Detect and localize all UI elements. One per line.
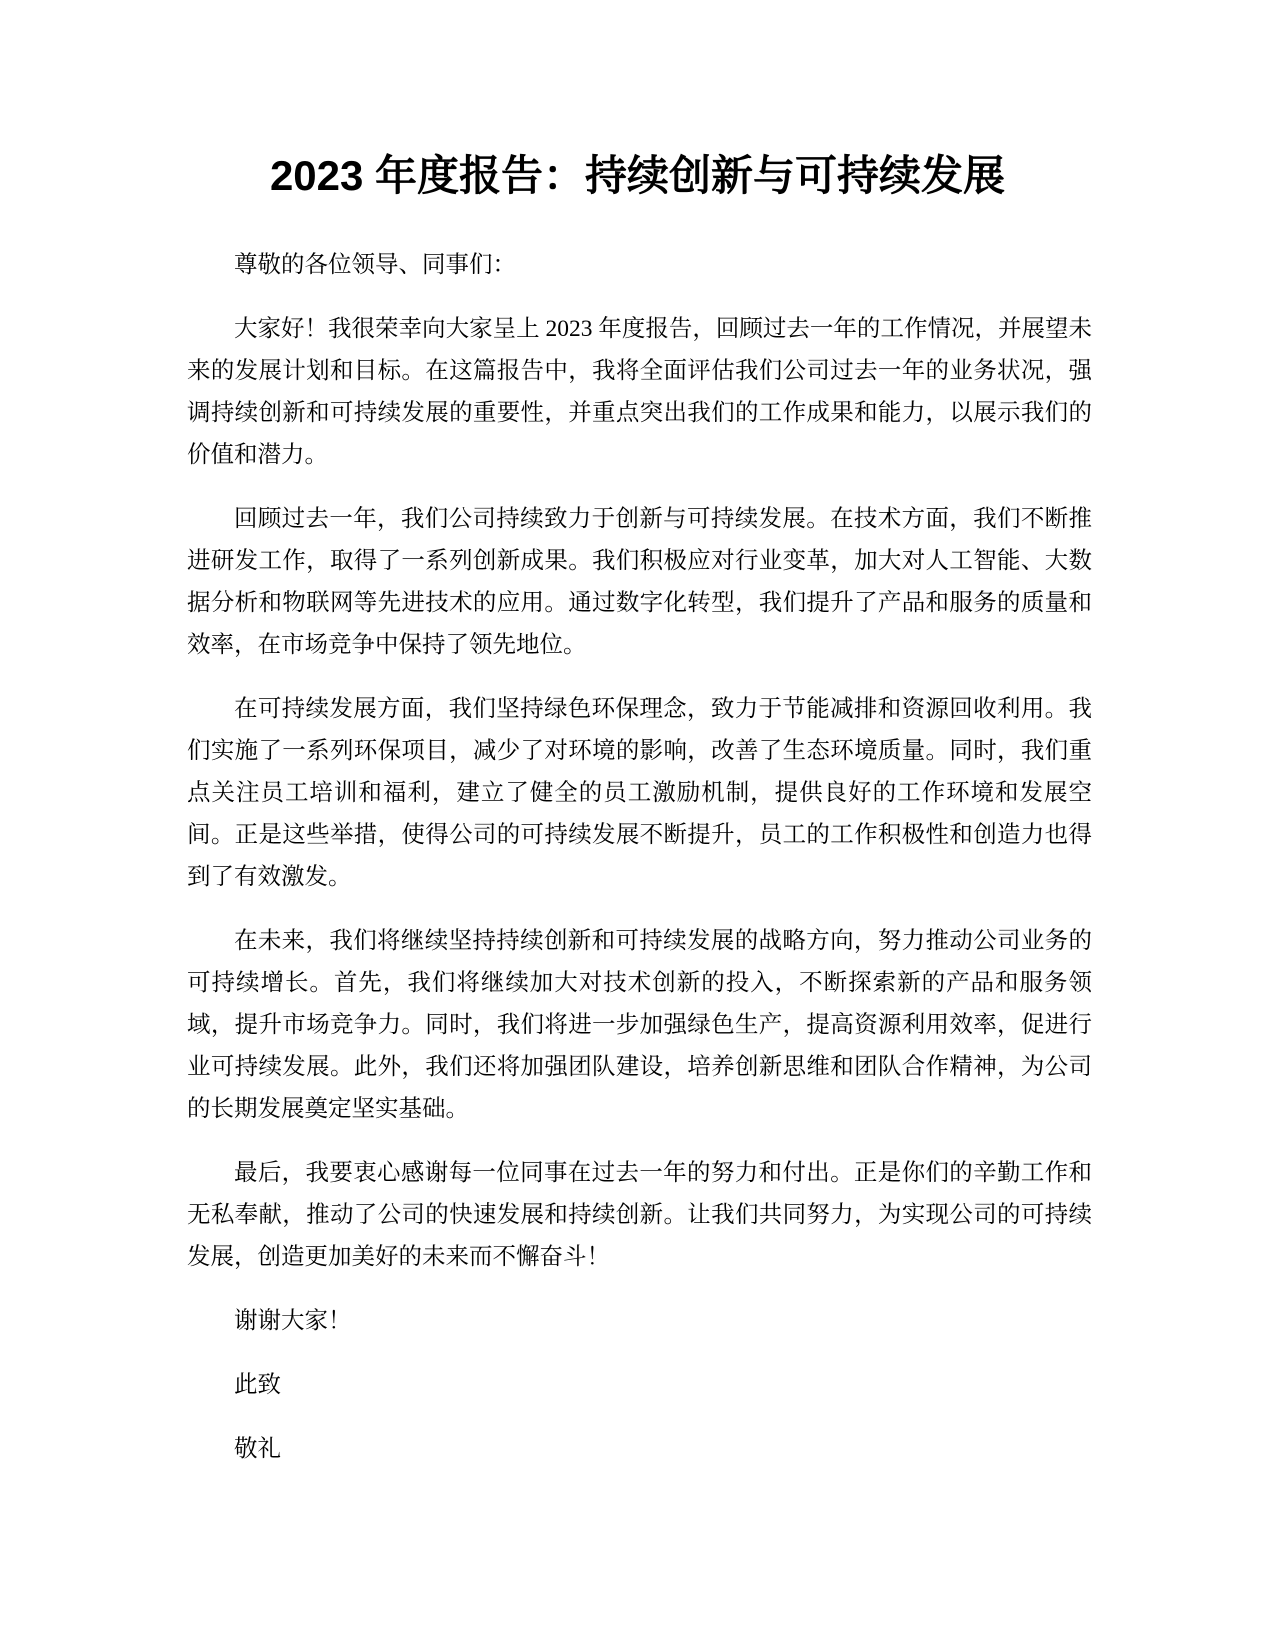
- document-body: [187, 244, 1092, 1492]
- paragraph-future: 在未来，我们将继续坚持持续创新和可持续发展的战略方向，努力推动公司业务的可持续增长。首先，我们将继续加大对技术创新的投入，不断探索新的产品和服务领域，提升市场竞争力。同时，我们将进一步加强绿色生产，提高资源利用效率，促进行业可持续发展。此外，我们还将加强团队建设，培养创新思维和团队合作精神，为公司的长期发展奠定坚实基础。: [187, 928, 1092, 1122]
- paragraph-intro: 大家好！我很荣幸向大家呈上 2023 年度报告，回顾过去一年的工作情况，并展望未来的发展计划和目标。在这篇报告中，我将全面评估我们公司过去一年的业务状况，强调持续创新和可持续发展的重要性，并重点突出我们的工作成果和能力，以展示我们的价值和潜力。: [187, 316, 1092, 468]
- closing-line-2: 敬礼: [234, 1436, 281, 1462]
- salutation: 尊敬的各位领导、同事们：: [234, 252, 516, 278]
- thanks-line: 谢谢大家！: [234, 1308, 352, 1334]
- paragraph-gratitude: 最后，我要衷心感谢每一位同事在过去一年的努力和付出。正是你们的辛勤工作和无私奉献，推动了公司的快速发展和持续创新。让我们共同努力，为实现公司的可持续发展，创造更加美好的未来而不懈奋斗！: [187, 1160, 1092, 1270]
- paragraph-review: 回顾过去一年，我们公司持续致力于创新与可持续发展。在技术方面，我们不断推进研发工作，取得了一系列创新成果。我们积极应对行业变革，加大对人工智能、大数据分析和物联网等先进技术的应用。通过数字化转型，我们提升了产品和服务的质量和效率，在市场竞争中保持了领先地位。: [187, 506, 1092, 658]
- closing-line-1: 此致: [234, 1372, 281, 1398]
- document-title: 2023 年度报告：持续创新与可持续发展: [269, 152, 1006, 199]
- paragraph-sustainability: 在可持续发展方面，我们坚持绿色环保理念，致力于节能减排和资源回收利用。我们实施了一系列环保项目，减少了对环境的影响，改善了生态环境质量。同时，我们重点关注员工培训和福利，建立了健全的员工激励机制，提供良好的工作环境和发展空间。正是这些举措，使得公司的可持续发展不断提升，员工的工作积极性和创造力也得到了有效激发。: [187, 696, 1092, 890]
